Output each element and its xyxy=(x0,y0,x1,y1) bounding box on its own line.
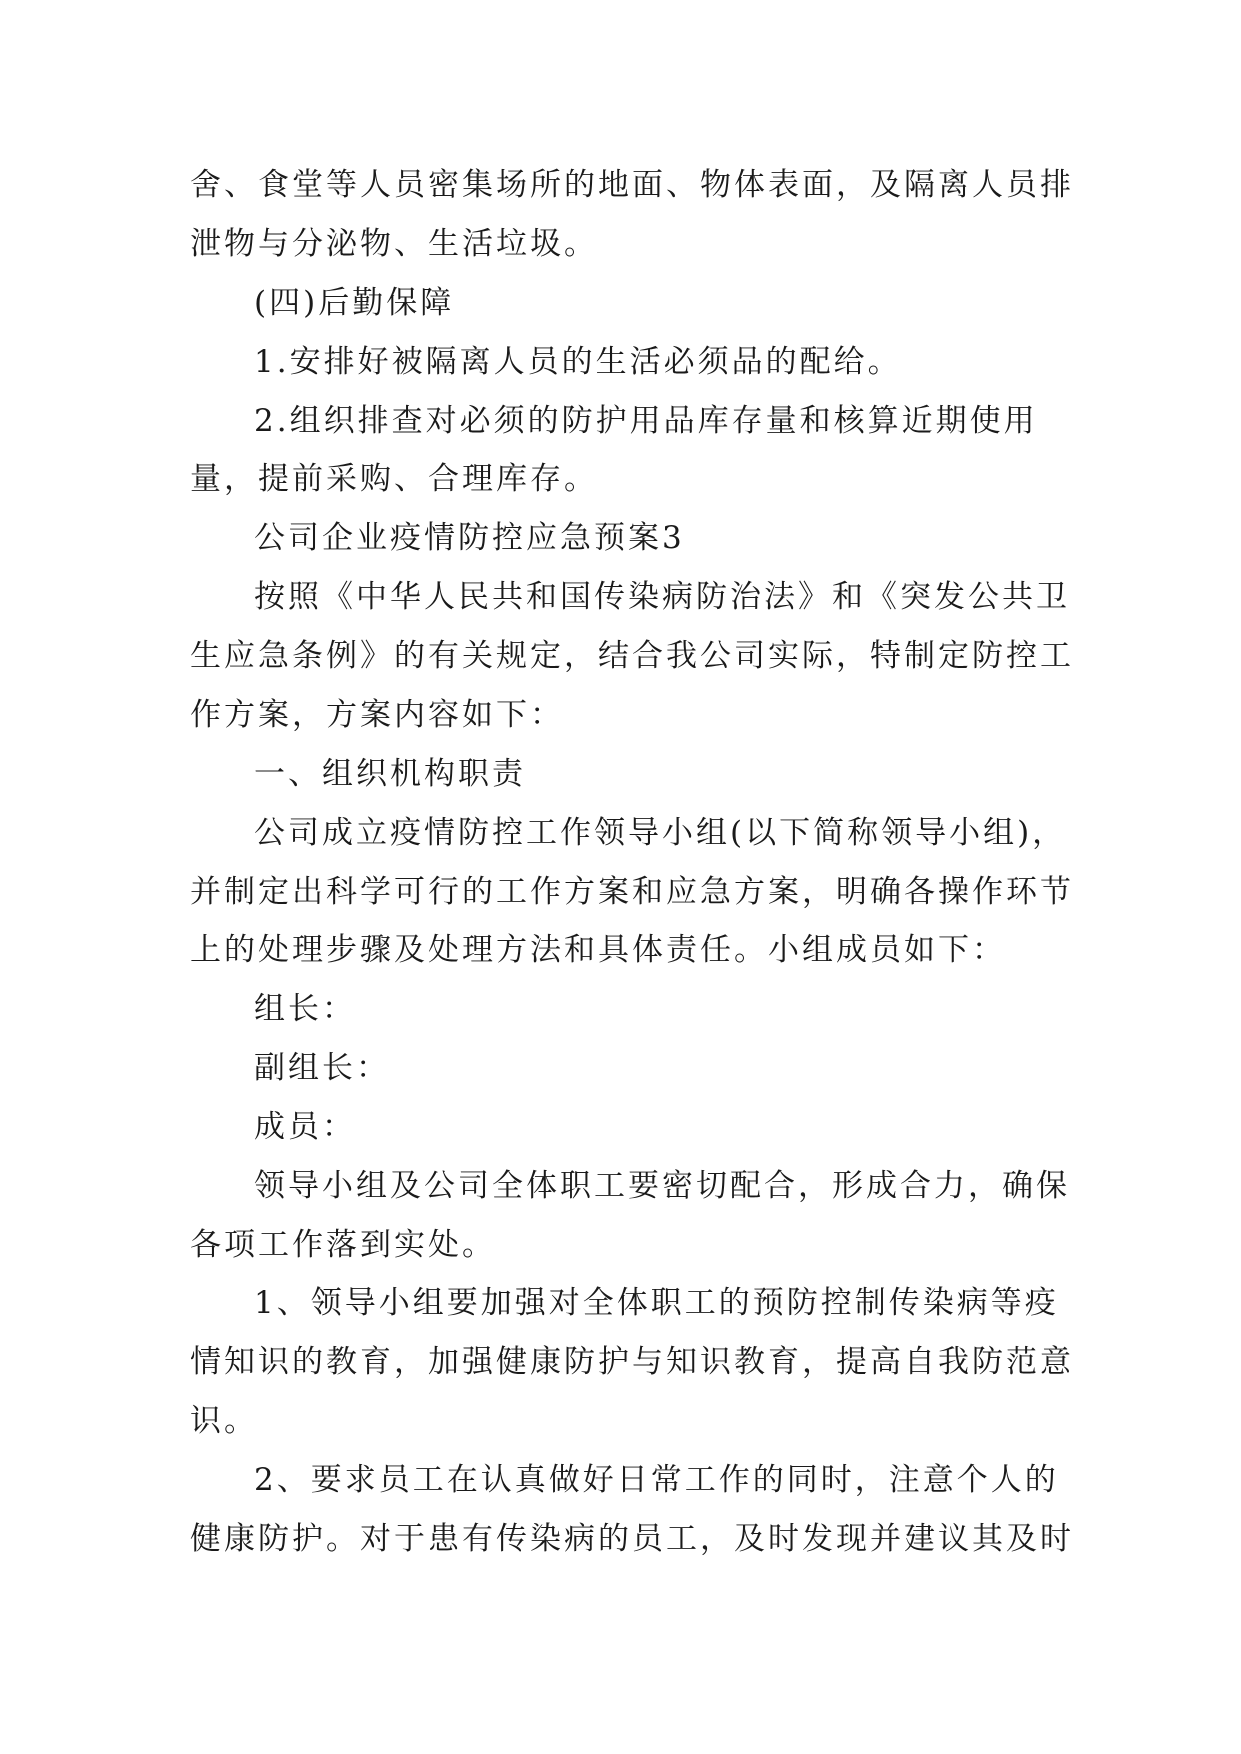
member-label-deputy: 副组长： xyxy=(254,1050,390,1086)
text-line: 上的处理步骤及处理方法和具体责任。小组成员如下： xyxy=(190,932,1006,968)
text-line: 按照《中华人民共和国传染病防治法》和《突发公共卫 xyxy=(254,579,1070,615)
text-line: 泄物与分泌物、生活垃圾。 xyxy=(190,226,598,262)
text-line: 健康防护。对于患有传染病的员工，及时发现并建议其及时 xyxy=(190,1521,1074,1557)
text-line: 舍、食堂等人员密集场所的地面、物体表面，及隔离人员排 xyxy=(190,167,1074,203)
text-line: 1.安排好被隔离人员的生活必须品的配给。 xyxy=(254,344,902,380)
text-line: 作方案，方案内容如下： xyxy=(190,697,564,733)
document-title: 公司企业疫情防控应急预案3 xyxy=(254,520,685,556)
text-line: 并制定出科学可行的工作方案和应急方案，明确各操作环节 xyxy=(190,874,1074,910)
section-heading: 一、组织机构职责 xyxy=(254,756,526,792)
text-line: 2、要求员工在认真做好日常工作的同时，注意个人的 xyxy=(254,1462,1059,1498)
text-line: 量，提前采购、合理库存。 xyxy=(190,461,598,497)
section-heading: (四)后勤保障 xyxy=(254,285,455,321)
text-line: 情知识的教育，加强健康防护与知识教育，提高自我防范意 xyxy=(190,1344,1074,1380)
text-line: 1、领导小组要加强对全体职工的预防控制传染病等疫 xyxy=(254,1285,1059,1321)
text-line: 公司成立疫情防控工作领导小组(以下简称领导小组)， xyxy=(254,815,1067,851)
member-label-members: 成员： xyxy=(254,1109,356,1145)
text-line: 2.组织排查对必须的防护用品库存量和核算近期使用 xyxy=(254,403,1038,439)
text-line: 识。 xyxy=(190,1403,258,1439)
member-label-leader: 组长： xyxy=(254,991,356,1027)
text-line: 生应急条例》的有关规定，结合我公司实际，特制定防控工 xyxy=(190,638,1074,674)
text-line: 各项工作落到实处。 xyxy=(190,1227,496,1263)
text-line: 领导小组及公司全体职工要密切配合，形成合力，确保 xyxy=(254,1168,1070,1204)
